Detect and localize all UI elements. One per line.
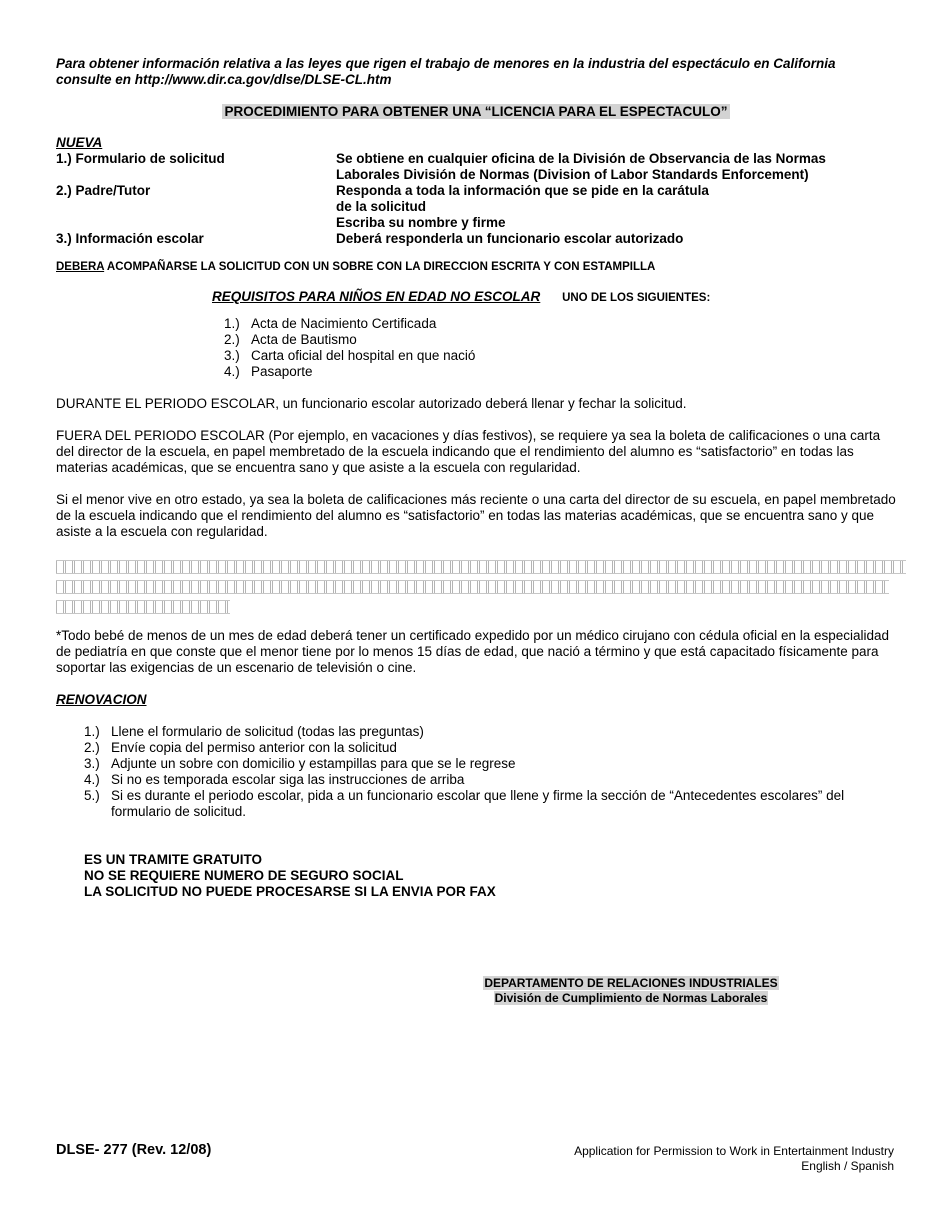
procedure-title: PROCEDIMIENTO PARA OBTENER UNA “LICENCIA PARA EL ESPECTACULO”	[224, 104, 728, 119]
renewal-steps-list	[84, 724, 896, 820]
list-item: 2.) Acta de Bautismo	[224, 332, 357, 347]
list-item: 4.) Pasaporte	[224, 364, 313, 379]
requirement-value: Deberá responderla un funcionario escolar autorizado	[336, 231, 684, 246]
requirement-label: 1.) Formulario de solicitud	[56, 151, 225, 166]
infant-certificate-paragraph: *Todo bebé de menos de un mes de edad deberá tener un certificado expedido por un médico cirujano con cédula oficial en la especialidad de pediatría en que conste que el menor tiene por lo menos 15 días de edad, que nació a término y que está capacitado físicamente para soportar las exigencias de un escenario de televisión o cine.	[56, 628, 890, 675]
envelope-notice: DEBERA ACOMPAÑARSE LA SOLICITUD CON UN SOBRE CON LA DIRECCION ESCRITA Y CON ESTAMPILLA	[56, 261, 656, 273]
document-page	[56, 56, 896, 900]
division-name: División de Cumplimiento de Normas Laborales	[494, 991, 768, 1005]
note-line: LA SOLICITUD NO PUEDE PROCESARSE SI LA ENVIA POR FAX	[84, 884, 496, 899]
note-line: ES UN TRAMITE GRATUITO	[84, 852, 262, 867]
other-state-paragraph: Si el menor vive en otro estado, ya sea la boleta de calificaciones más reciente o una carta del director de su escuela, en papel membretado de la escuela indicando que el rendimiento del alumno es “satisfactorio” en todas las materias académicas, que se encuentra sano y que asiste a la escuela con regularidad.	[56, 492, 896, 539]
school-period-paragraph: DURANTE EL PERIODO ESCOLAR, un funcionario escolar autorizado deberá llenar y fechar la solicitud.	[56, 396, 687, 411]
list-item: 4.) Si no es temporada escolar siga las instrucciones de arriba	[84, 772, 465, 787]
unreadable-line	[56, 600, 230, 614]
requirement-value: Responda a toda la información que se pide en la carátula de la solicitud Escriba su nombre y firme	[336, 183, 709, 230]
form-description: Application for Permission to Work in Entertainment Industry English / Spanish	[574, 1144, 894, 1173]
requirement-row	[56, 151, 896, 183]
department-block	[476, 976, 786, 1006]
intro-link: consulte en http://www.dir.ca.gov/dlse/DLSE-CL.htm	[56, 72, 392, 87]
outside-school-period-paragraph: FUERA DEL PERIODO ESCOLAR (Por ejemplo, en vacaciones y días festivos), se requiere ya sea la boleta de calificaciones o una carta del director de la escuela, en papel membretado de la escuela indicando que el rendimiento del alumno es “satisfactorio” en todas las materias académicas, que se encuentra sano y que asiste a la escuela con regularidad.	[56, 428, 881, 475]
requirement-label: 2.) Padre/Tutor	[56, 183, 151, 198]
list-item: 3.) Carta oficial del hospital en que nació	[224, 348, 476, 363]
nonschool-suffix: UNO DE LOS SIGUIENTES:	[562, 292, 711, 304]
nonschool-document-list	[224, 316, 896, 380]
department-name: DEPARTAMENTO DE RELACIONES INDUSTRIALES	[484, 976, 778, 990]
intro-line-1: Para obtener información relativa a las leyes que rigen el trabajo de menores en la industria del espectáculo en California	[56, 56, 836, 71]
requirement-label: 3.) Información escolar	[56, 231, 204, 246]
requirement-value: Se obtiene en cualquier oficina de la División de Observancia de las Normas Laborales División de Normas (Division of Labor Standards Enforcement)	[336, 151, 826, 182]
list-item: 1.) Acta de Nacimiento Certificada	[224, 316, 437, 331]
nueva-heading: NUEVA	[56, 135, 103, 150]
renovacion-heading: RENOVACION	[56, 692, 147, 707]
list-item: 5.) Si es durante el periodo escolar, pida a un funcionario escolar que llene y firme la sección de “Antecedentes escolares” del formulario de solicitud.	[84, 788, 845, 819]
list-item: 2.) Envíe copia del permiso anterior con la solicitud	[84, 740, 397, 755]
requirement-row	[56, 183, 896, 231]
form-number: DLSE- 277 (Rev. 12/08)	[56, 1142, 212, 1158]
unreadable-text-block	[56, 556, 896, 612]
important-notes	[84, 852, 896, 900]
nonschool-requirements-heading	[56, 289, 896, 304]
unreadable-line	[56, 580, 889, 594]
list-item: 1.) Llene el formulario de solicitud (todas las preguntas)	[84, 724, 424, 739]
requirement-row	[56, 231, 896, 247]
nonschool-title: REQUISITOS PARA NIÑOS EN EDAD NO ESCOLAR	[212, 289, 541, 304]
note-line: NO SE REQUIERE NUMERO DE SEGURO SOCIAL	[84, 868, 404, 883]
intro-text	[56, 56, 896, 88]
unreadable-line	[56, 560, 906, 574]
list-item: 3.) Adjunte un sobre con domicilio y estampillas para que se le regrese	[84, 756, 516, 771]
